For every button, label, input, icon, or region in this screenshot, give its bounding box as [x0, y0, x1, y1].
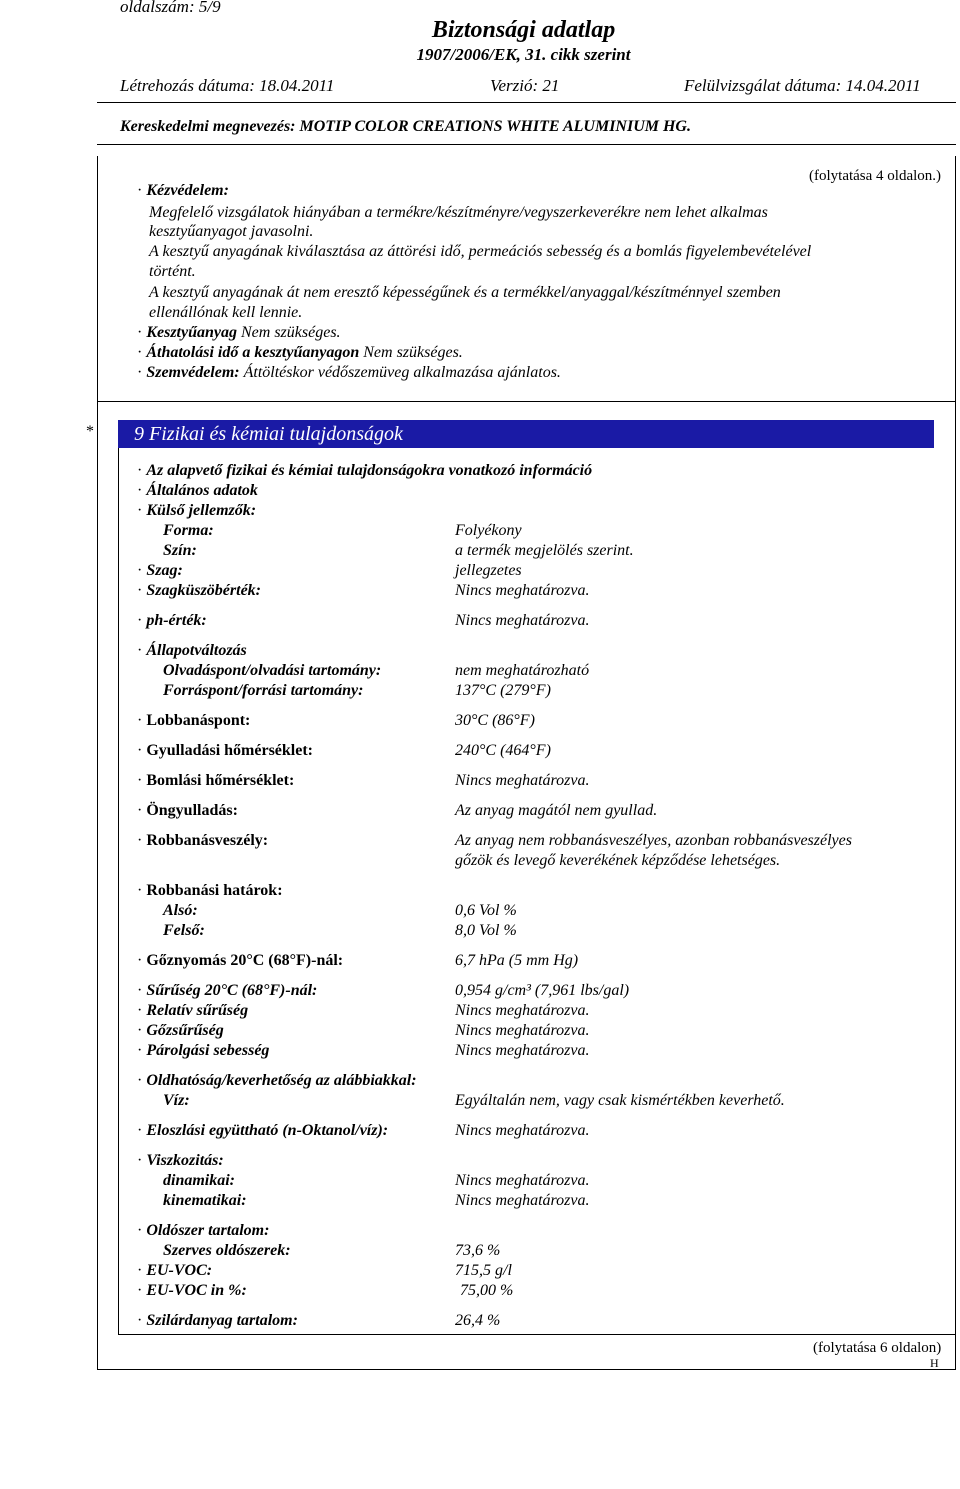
trade-name-rule [97, 144, 956, 145]
property-value: a termék megjelölés szerint. [455, 542, 634, 559]
property-label: · Párolgási sebesség [137, 1042, 270, 1059]
property-label: · Állapotváltozás [137, 642, 247, 659]
section-left-line [118, 420, 119, 1335]
property-label: kinematikai: [163, 1192, 247, 1209]
eye-protection: · Szemvédelem: Áttöltéskor védőszemüveg alkalmazása ajánlatos. [137, 364, 561, 381]
property-value: Nincs meghatározva. [455, 612, 590, 629]
property-label: Víz: [163, 1092, 190, 1109]
property-label: · Robbanási határok: [137, 882, 283, 899]
trade-name: Kereskedelmi megnevezés: MOTIP COLOR CREATIONS WHITE ALUMINIUM HG. [120, 118, 691, 135]
penetration-time: · Áthatolási idő a kesztyűanyagon Nem szükséges. [137, 344, 463, 361]
property-value: jellegzetes [455, 562, 522, 579]
hand-protection-heading: · Kézvédelem: [137, 182, 229, 199]
property-label: dinamikai: [163, 1172, 236, 1189]
hand-protection-line: történt. [149, 263, 196, 280]
property-label: · Gyulladási hőmérséklet: [137, 742, 313, 759]
property-label: · Viszkozitás: [137, 1152, 224, 1169]
property-value: Nincs meghatározva. [455, 1122, 590, 1139]
property-label: Felső: [163, 922, 205, 939]
property-value: 8,0 Vol % [455, 922, 517, 939]
hand-protection-line: A kesztyű anyagának át nem eresztő képességűnek és a termékkel/anyaggal/készítménnyel szemben [149, 284, 781, 301]
header-rule [97, 102, 956, 103]
page-number: oldalszám: 5/9 [120, 0, 221, 16]
property-value: 75,00 % [460, 1282, 514, 1299]
document-title: Biztonsági adatlap [431, 17, 616, 43]
glove-material: · Kesztyűanyag Nem szükséges. [137, 324, 341, 341]
property-value: Nincs meghatározva. [455, 1002, 590, 1019]
section-divider [97, 401, 956, 402]
property-value: 0,954 g/cm³ (7,961 lbs/gal) [455, 982, 630, 999]
property-label: · Öngyulladás: [137, 802, 238, 819]
property-value: Nincs meghatározva. [455, 1172, 590, 1189]
property-label: Szín: [163, 542, 197, 559]
property-value: Nincs meghatározva. [455, 1192, 590, 1209]
property-label: · Általános adatok [137, 482, 258, 499]
continuation-bottom: (folytatása 6 oldalon) [813, 1340, 942, 1356]
revision-date: Felülvizsgálat dátuma: 14.04.2011 [684, 76, 921, 95]
property-label: Olvadáspont/olvadási tartomány: [163, 662, 382, 679]
property-label: · Szag: [137, 562, 183, 579]
property-label: · Lobbanáspont: [137, 712, 251, 729]
property-label: Szerves oldószerek: [163, 1242, 291, 1259]
property-label: · Robbanásveszély: [137, 832, 269, 849]
change-marker: * [86, 423, 94, 440]
created-date: Létrehozás dátuma: 18.04.2011 [120, 76, 335, 95]
hand-protection-line: ellenállónak kell lennie. [149, 304, 303, 321]
property-value: Nincs meghatározva. [455, 1042, 590, 1059]
property-value: 715,5 g/l [455, 1262, 512, 1279]
property-value: gőzök és levegő keverékének képződése lehetséges. [455, 852, 781, 869]
property-value: 6,7 hPa (5 mm Hg) [455, 952, 579, 969]
property-label: · ph-érték: [137, 612, 207, 629]
property-label: · Sűrűség 20°C (68°F)-nál: [137, 982, 318, 999]
property-label: Alsó: [163, 902, 198, 919]
section-bottom-rule [118, 1334, 956, 1335]
property-value: Nincs meghatározva. [455, 772, 590, 789]
property-value: 30°C (86°F) [455, 712, 535, 729]
document-subtitle: 1907/2006/EK, 31. cikk szerint [416, 45, 631, 64]
hand-protection-line: kesztyűanyagot javasolni. [149, 223, 314, 240]
continuation-top: (folytatása 4 oldalon.) [809, 168, 942, 184]
property-label: · EU-VOC: [137, 1262, 213, 1279]
property-label: · Gőznyomás 20°C (68°F)-nál: [137, 952, 344, 969]
property-value: Az anyag magától nem gyullad. [455, 802, 658, 819]
property-label: Forma: [163, 522, 214, 539]
property-value: Egyáltalán nem, vagy csak kismértékben keverhető. [455, 1092, 785, 1109]
property-value: 0,6 Vol % [455, 902, 517, 919]
property-label: · Relatív sűrűség [137, 1002, 249, 1019]
property-value: 240°C (464°F) [455, 742, 551, 759]
property-label: · EU-VOC in %: [137, 1282, 247, 1299]
property-value: Nincs meghatározva. [455, 1022, 590, 1039]
hand-protection-line: Megfelelő vizsgálatok hiányában a termékre/készítményre/vegyszerkeverékre nem lehet alkalmas [149, 204, 768, 221]
property-value: 73,6 % [455, 1242, 501, 1259]
property-label: · Eloszlási együttható (n-Oktanol/víz): [137, 1122, 389, 1139]
property-value: Az anyag nem robbanásveszélyes, azonban robbanásveszélyes [455, 832, 852, 849]
property-value: 26,4 % [455, 1312, 501, 1329]
property-label: · Oldószer tartalom: [137, 1222, 270, 1239]
property-value: nem meghatározható [455, 662, 590, 679]
property-label: · Gőzsűrűség [137, 1022, 224, 1039]
property-label: · Az alapvető fizikai és kémiai tulajdonságokra vonatkozó információ [137, 462, 593, 479]
footer-mark: H [930, 1356, 939, 1370]
version: Verzió: 21 [490, 76, 560, 95]
property-value: 137°C (279°F) [455, 682, 551, 699]
property-label: · Szilárdanyag tartalom: [137, 1312, 298, 1329]
hand-protection-line: A kesztyű anyagának kiválasztása az áttörési idő, permeációs sebesség és a bomlás figyelembevételével [149, 243, 812, 260]
section-9-title: 9 Fizikai és kémiai tulajdonságok [118, 420, 934, 448]
property-label: · Külső jellemzők: [137, 502, 257, 519]
property-label: · Oldhatóság/keverhetőség az alábbiakkal: [137, 1072, 417, 1089]
property-value: Nincs meghatározva. [455, 582, 590, 599]
property-label: Forráspont/forrási tartomány: [163, 682, 364, 699]
property-label: · Bomlási hőmérséklet: [137, 772, 295, 789]
property-label: · Szagküszöbérték: [137, 582, 262, 599]
property-value: Folyékony [455, 522, 522, 539]
